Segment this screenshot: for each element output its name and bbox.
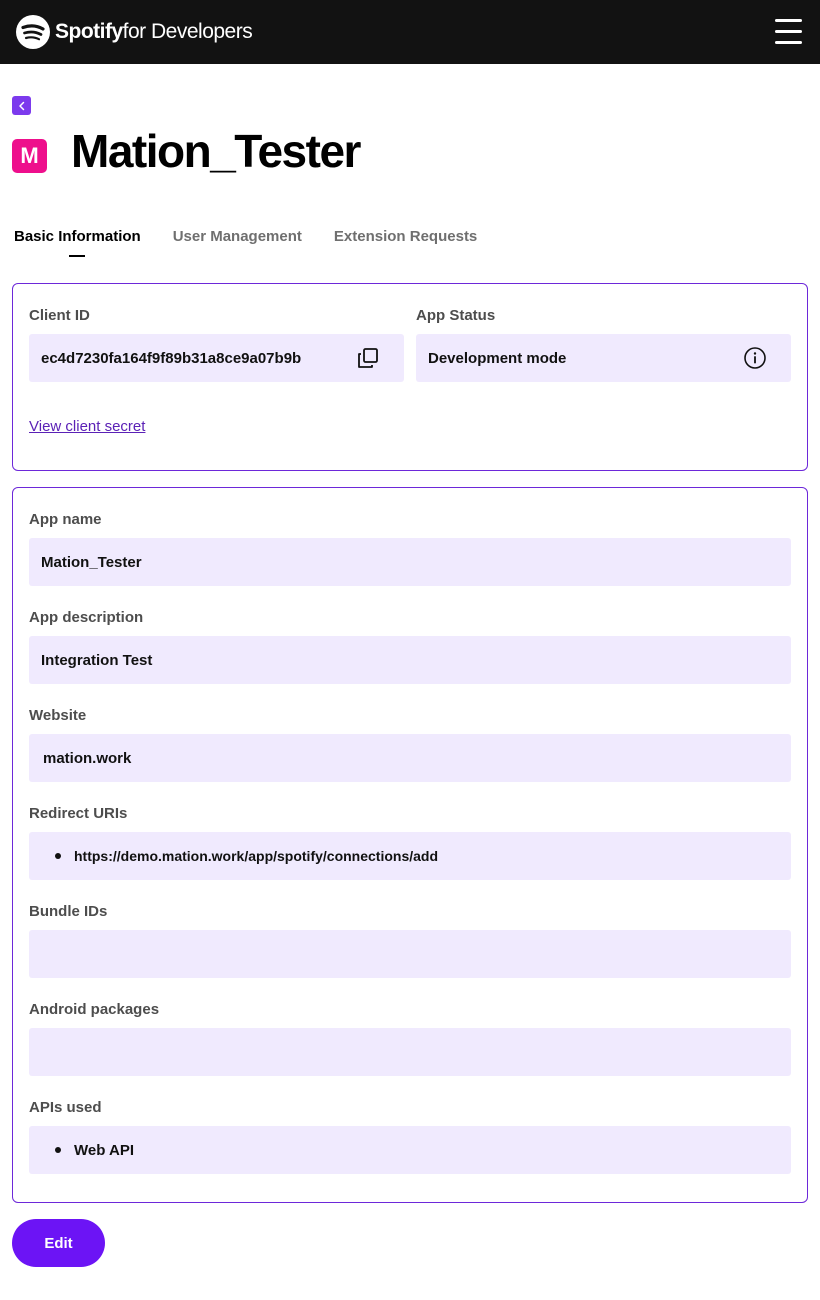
app-name-value: Mation_Tester bbox=[41, 553, 142, 571]
spotify-developers-logo[interactable] bbox=[16, 15, 252, 49]
tab-basic-information[interactable]: Basic Information bbox=[14, 228, 141, 245]
app-description-value: Integration Test bbox=[41, 651, 153, 669]
tab-bar bbox=[14, 228, 509, 245]
redirect-uris-list bbox=[55, 848, 438, 864]
client-id-field bbox=[29, 334, 404, 382]
website-field bbox=[29, 734, 791, 782]
tab-extension-requests[interactable]: Extension Requests bbox=[333, 228, 478, 245]
apis-used-field bbox=[29, 1126, 791, 1174]
redirect-uris-field bbox=[29, 832, 791, 880]
copy-icon[interactable] bbox=[355, 345, 381, 371]
api-used-item: Web API bbox=[55, 1142, 134, 1159]
info-icon[interactable] bbox=[742, 345, 768, 371]
back-button[interactable] bbox=[12, 96, 31, 115]
tab-user-management[interactable]: User Management bbox=[172, 228, 302, 245]
brand-suffix: for Developers bbox=[122, 20, 253, 43]
website-value[interactable]: mation.work bbox=[43, 749, 132, 767]
redirect-uris-label: Redirect URIs bbox=[29, 805, 128, 822]
app-details-card bbox=[12, 487, 808, 1203]
bundle-ids-label: Bundle IDs bbox=[29, 903, 108, 920]
apis-used-label: APIs used bbox=[29, 1099, 102, 1116]
top-bar bbox=[0, 0, 820, 64]
menu-icon[interactable] bbox=[775, 19, 802, 44]
app-status-label: App Status bbox=[416, 307, 496, 324]
app-avatar: M bbox=[12, 139, 47, 173]
brand-name: Spotify bbox=[55, 20, 123, 43]
credentials-card bbox=[12, 283, 808, 471]
client-id-value: ec4d7230fa164f9f89b31a8ce9a07b9b bbox=[41, 349, 302, 367]
app-name-label: App name bbox=[29, 511, 102, 528]
android-packages-label: Android packages bbox=[29, 1001, 160, 1018]
redirect-uri-item: https://demo.mation.work/app/spotify/connections/add bbox=[55, 848, 438, 864]
android-packages-field bbox=[29, 1028, 791, 1076]
page-title: Mation_Tester bbox=[71, 125, 360, 177]
app-description-label: App description bbox=[29, 609, 144, 626]
view-client-secret-link[interactable]: View client secret bbox=[29, 418, 146, 435]
bundle-ids-field bbox=[29, 930, 791, 978]
client-id-label: Client ID bbox=[29, 307, 90, 324]
apis-used-list bbox=[55, 1142, 134, 1159]
app-description-field bbox=[29, 636, 791, 684]
chevron-left-icon bbox=[17, 101, 27, 111]
app-status-value: Development mode bbox=[428, 349, 567, 367]
spotify-logo-icon bbox=[16, 15, 50, 49]
website-label: Website bbox=[29, 707, 87, 724]
edit-button[interactable]: Edit bbox=[12, 1219, 105, 1267]
app-name-field bbox=[29, 538, 791, 586]
app-status-field bbox=[416, 334, 791, 382]
logo-text bbox=[55, 20, 252, 44]
